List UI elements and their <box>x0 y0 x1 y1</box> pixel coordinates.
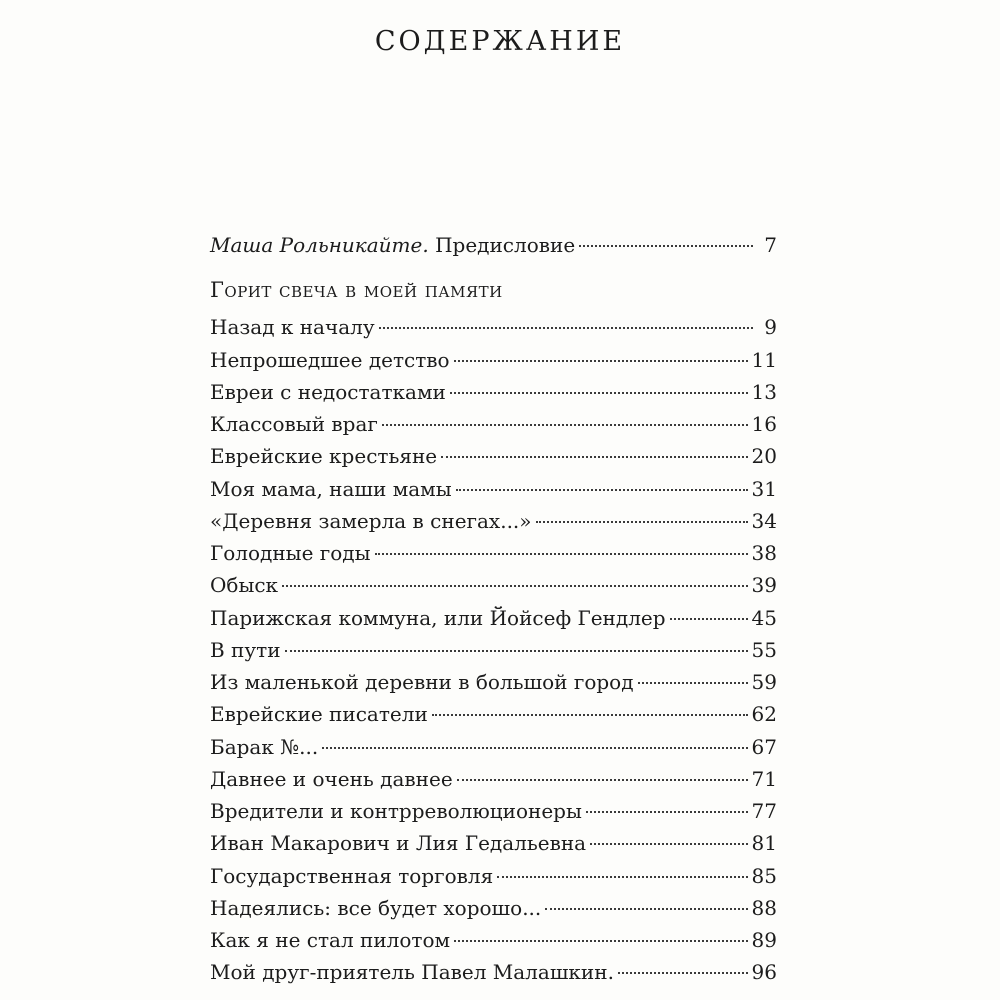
toc-entry[interactable] <box>210 440 777 472</box>
dot-leader <box>282 585 747 587</box>
section-heading: Горит свеча в моей памяти <box>210 278 503 303</box>
toc-entry[interactable] <box>210 924 777 956</box>
toc-entry-page: 85 <box>751 863 777 888</box>
dot-leader <box>579 245 753 247</box>
toc-entry-title: В пути <box>210 637 281 662</box>
dot-leader <box>382 424 748 426</box>
toc-entry-title: Из маленькой деревни в большой город <box>210 670 634 694</box>
toc-entry[interactable] <box>210 376 777 408</box>
toc-entry-title: Барак №... <box>210 734 319 759</box>
toc-entry-author: Маша Рольникайте. <box>210 233 429 257</box>
toc-entry[interactable] <box>210 344 777 376</box>
toc-entry[interactable] <box>210 827 777 859</box>
toc-entry-page: 11 <box>751 347 777 372</box>
toc-entry[interactable] <box>210 408 777 440</box>
toc-entry-page: 55 <box>751 637 777 662</box>
toc-entry-page: 45 <box>751 605 777 630</box>
dot-leader <box>454 360 748 362</box>
toc-entry-title: Государственная торговля <box>210 863 494 888</box>
dot-leader <box>379 327 753 329</box>
toc-entry-title: Евреи с недостатками <box>210 379 446 404</box>
toc-entry-title: Еврейские крестьяне <box>210 444 438 469</box>
toc-entry-title: Моя мама, наши мамы <box>210 476 452 501</box>
toc-entry[interactable] <box>210 763 777 795</box>
toc-entry-page: 71 <box>751 766 777 791</box>
dot-leader <box>545 908 747 910</box>
toc-entry-page: 96 <box>751 960 777 985</box>
toc-entry[interactable] <box>210 634 777 666</box>
dot-leader <box>536 521 748 523</box>
dot-leader <box>441 456 747 458</box>
toc-entry-title: Иван Макарович и Лия Гедальевна <box>210 831 587 856</box>
dot-leader <box>590 843 747 845</box>
toc-entry-page: 81 <box>751 831 777 856</box>
toc-entry-page: 20 <box>751 444 777 469</box>
toc-entry-page: 67 <box>751 734 777 759</box>
toc-entry-title: Надеялись: все будет хорошо... <box>210 895 542 920</box>
dot-leader <box>450 392 748 394</box>
toc-entry-title: Вредители и контрреволюционеры <box>210 799 582 823</box>
dot-leader <box>497 876 747 878</box>
toc-entry-title: Еврейские писатели <box>210 702 428 727</box>
toc-entry-page: 9 <box>764 315 777 340</box>
toc-entry[interactable] <box>210 666 777 698</box>
toc-entry-preface[interactable] <box>210 229 777 261</box>
dot-leader <box>322 747 747 749</box>
toc-entry-page: 31 <box>751 476 777 501</box>
toc-entry[interactable] <box>210 956 777 988</box>
toc-entry-title-text: Предисловие <box>435 233 576 257</box>
toc-entry[interactable] <box>210 731 777 763</box>
toc-entry-title: Давнее и очень давнее <box>210 766 453 791</box>
dot-leader <box>638 682 748 684</box>
toc-entry[interactable] <box>210 795 777 827</box>
toc-entry-title: Голодные годы <box>210 541 371 565</box>
toc-entry[interactable] <box>210 892 777 924</box>
dot-leader <box>586 811 748 813</box>
toc-entry[interactable] <box>210 602 777 634</box>
toc-entry-title: Назад к началу <box>210 315 375 340</box>
toc-entry-title: Мой друг-приятель Павел Малашкин. <box>210 960 614 985</box>
toc-entry-title: Парижская коммуна, или Йойсеф Гендлер <box>210 605 666 630</box>
toc-entry-page: 34 <box>751 508 777 533</box>
toc-entry-page: 39 <box>751 573 777 598</box>
toc-entry-page: 88 <box>751 895 777 920</box>
dot-leader <box>432 714 748 716</box>
dot-leader <box>670 618 748 620</box>
toc-entry-page: 89 <box>751 928 777 952</box>
toc-entry[interactable] <box>210 698 777 730</box>
dot-leader <box>456 489 748 491</box>
toc-entry-page: 38 <box>751 541 777 565</box>
toc-entry-page: 16 <box>751 412 777 436</box>
toc-entry[interactable] <box>210 473 777 505</box>
toc-entry-page: 62 <box>751 702 777 727</box>
toc-entry-title: Классовый враг <box>210 412 378 436</box>
dot-leader <box>285 650 748 652</box>
toc-entry-page: 77 <box>751 799 777 823</box>
toc-entry[interactable] <box>210 505 777 537</box>
toc-entry[interactable] <box>210 537 777 569</box>
toc-entry[interactable] <box>210 860 777 892</box>
toc-entry-title: Обыск <box>210 573 279 598</box>
toc-entry-page: 13 <box>751 379 777 404</box>
toc-entry-page: 7 <box>764 233 777 257</box>
table-of-contents <box>210 229 777 989</box>
dot-leader <box>375 553 748 555</box>
dot-leader <box>454 940 747 942</box>
toc-entry-title <box>210 229 575 261</box>
page-title: СОДЕРЖАНИЕ <box>374 26 626 57</box>
toc-entry[interactable] <box>210 569 777 601</box>
toc-entry-title: Непрошедшее детство <box>210 347 450 372</box>
dot-leader <box>457 779 748 781</box>
toc-entry-title: «Деревня замерла в снегах...» <box>210 508 532 533</box>
toc-entry-page: 59 <box>751 670 777 694</box>
dot-leader <box>618 972 748 974</box>
toc-list <box>210 311 777 988</box>
toc-entry[interactable] <box>210 311 777 343</box>
toc-entry-title: Как я не стал пилотом <box>210 928 451 952</box>
